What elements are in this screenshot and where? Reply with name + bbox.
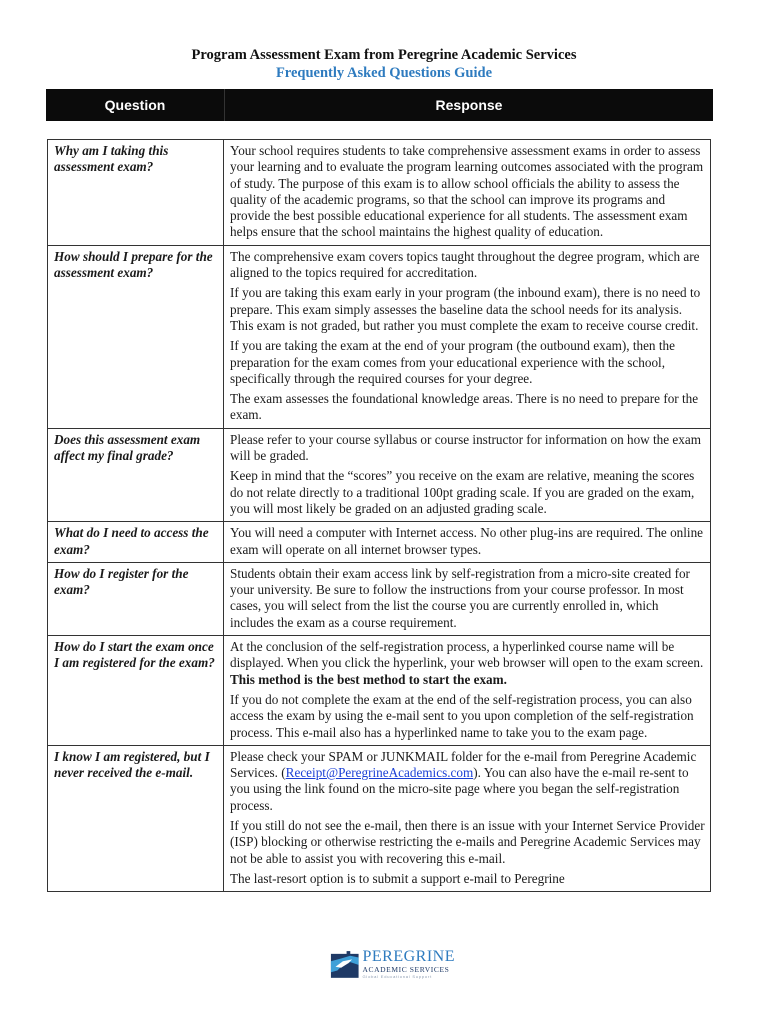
response-text: At the conclusion of the self-registration process, a hyperlinked course name will be displayed. When you click the hyperlink, your web browser will open to the exam screen. (230, 639, 704, 671)
peregrine-logo (330, 947, 455, 981)
header-question: Question (46, 89, 225, 121)
response-cell (224, 245, 711, 428)
table-row (48, 636, 711, 746)
response-paragraph: The last-resort option is to submit a support e-mail to Peregrine (230, 870, 565, 886)
email-link[interactable]: Receipt@PeregrineAcademics.com (285, 765, 474, 781)
table-row (48, 428, 711, 521)
response-cell (224, 562, 711, 635)
faq-table (47, 139, 711, 892)
response-paragraph (230, 639, 705, 688)
response-paragraph: Keep in mind that the “scores” you receive on the exam are relative, meaning the scores do not relate directly to a traditional 100pt grading scale. If you are graded on the exam, you will most likely be graded on an adjusted grading scale. (230, 468, 695, 516)
logo-line-2: ACADEMIC SERVICES (362, 964, 450, 974)
response-paragraph: Please refer to your course syllabus or course instructor for information on how the exam will be graded. (230, 431, 701, 464)
response-paragraph: If you do not complete the exam at the end of the self-registration process, you can also access the exam by using the e-mail sent to you upon completion of the self-registration process. This e-mail also has a hyperlinked name to take you to the exam page. (230, 691, 694, 740)
question-cell: What do I need to access the exam? (48, 522, 224, 563)
peregrine-logo-icon (330, 949, 360, 979)
emphasis-text: This method is the best method to start the exam. (230, 671, 507, 687)
response-cell (224, 428, 711, 521)
table-header (46, 89, 713, 121)
table-row (48, 745, 711, 891)
response-text: ). You can also have the e-mail re-sent to you using the link found on the micro-site page where you began the self-registration process. (230, 765, 689, 813)
document-title: Program Assessment Exam from Peregrine Academic Services (191, 47, 577, 63)
question-cell: Does this assessment exam affect my final grade? (48, 428, 224, 521)
response-paragraph (230, 749, 705, 814)
response-paragraph: If you are taking this exam early in your program (the inbound exam), there is no need to prepare. This exam simply assesses the baseline data the school needs for its analysis. This exam is not graded, but rather you must complete the exam to receive course credit. (230, 285, 701, 333)
response-text: Please check your SPAM or JUNKMAIL folder for the e-mail from Peregrine Academic Services. ( (230, 748, 697, 781)
response-paragraph: The comprehensive exam covers topics taught throughout the degree program, which are aligned to the topics required for accreditation. (230, 248, 700, 281)
table-row (48, 522, 711, 563)
question-cell: How do I start the exam once I am registered for the exam? (48, 636, 224, 746)
table-row (48, 562, 711, 635)
question-cell: How do I register for the exam? (48, 562, 224, 635)
question-cell: Why am I taking this assessment exam? (48, 140, 224, 246)
table-row (48, 140, 711, 246)
response-paragraph: Students obtain their exam access link by self-registration from a micro-site created for your university. Be sure to follow the instructions from your course professor. In most cases, you will select from the list the course you are currently enrolled in, which includes the exam as a course requirement. (230, 565, 690, 630)
response-paragraph: The exam assesses the foundational knowledge areas. There is no need to prepare for the exam. (230, 391, 699, 423)
response-paragraph: If you still do not see the e-mail, then there is an issue with your Internet Service Provider (ISP) blocking or otherwise restricting the e-mails and Peregrine Academic Services may not be able to assist you with recovering this e-mail. (230, 817, 705, 866)
response-cell (224, 745, 711, 891)
logo-line-1: PEREGRINE (362, 947, 455, 965)
response-paragraph: Your school requires students to take comprehensive assessment exams in order to assess your learning and to evaluate the program learning outcomes associated with the program of study. The purpose of this exam is to allow school officials the ability to assess the quality of the academic programs, so that the school can improve its programs and provide the best possible educational experience for all students. The assessment exam helps ensure that the school maintains the highest quality of education. (230, 143, 704, 240)
table-row (48, 245, 711, 428)
header-response: Response (435, 97, 503, 113)
response-cell (224, 636, 711, 746)
logo-tagline: Global Educational Support (362, 974, 432, 980)
document-subtitle: Frequently Asked Questions Guide (275, 65, 493, 81)
question-cell: I know I am registered, but I never received the e-mail. (48, 745, 224, 891)
response-cell (224, 140, 711, 246)
response-paragraph: You will need a computer with Internet access. No other plug-ins are required. The online exam will operate on all internet browser types. (230, 525, 704, 557)
response-cell (224, 522, 711, 563)
question-cell: How should I prepare for the assessment exam? (48, 245, 224, 428)
response-paragraph: If you are taking the exam at the end of your program (the outbound exam), then the preparation for the exam comes from your educational experience with the school, specifically through the required courses for your degree. (230, 338, 675, 386)
